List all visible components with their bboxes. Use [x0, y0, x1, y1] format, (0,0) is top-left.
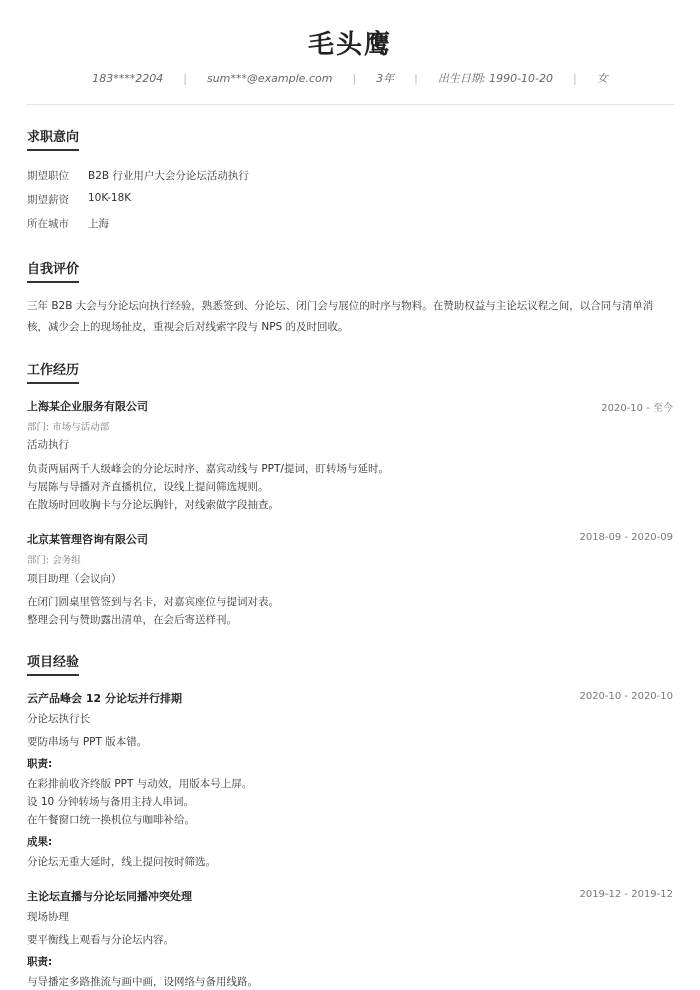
- header-divider: [27, 104, 674, 105]
- birth-date-text: 出生日期: 1990-10-20: [437, 72, 554, 85]
- section-title-work: 工作经历: [27, 359, 79, 378]
- candidate-name: 毛头鹰: [307, 30, 392, 60]
- experience-text: 3年: [376, 72, 395, 85]
- job-duty-line: 在散场时回收胸卡与分论坛胸针，对线索做字段抽查。: [27, 499, 279, 511]
- section-title-intent: 求职意向: [27, 126, 79, 145]
- project-description: 要平衡线上观看与分论坛内容。: [27, 934, 174, 946]
- project-name: 云产品峰会 12 分论坛并行排期: [27, 692, 182, 705]
- contact-separator: |: [414, 71, 418, 85]
- project-result-line: 分论坛无重大延时，线上提问按时筛选。: [27, 856, 216, 868]
- job-date: 2020-10 - 至今: [601, 403, 673, 414]
- position-value: B2B 行业用户大会分论坛活动执行: [88, 170, 249, 182]
- duty-label: 职责:: [27, 956, 53, 968]
- intent-city-row: [27, 216, 109, 231]
- project-description: 要防串场与 PPT 版本错。: [27, 736, 148, 748]
- project-role: 现场协理: [27, 911, 69, 923]
- phone-text: 183****2204: [92, 71, 164, 85]
- project-role: 分论坛执行长: [27, 713, 90, 725]
- city-label: 所在城市: [27, 218, 69, 230]
- job-duty-line: 与展陈与导播对齐直播机位，设线上提问筛选规则。: [27, 481, 269, 493]
- city-value: 上海: [88, 218, 109, 230]
- salary-label: 期望薪资: [27, 194, 69, 206]
- position-label: 期望职位: [27, 170, 69, 182]
- job-department: 部门: 市场与活动部: [27, 422, 110, 433]
- project-duty-line: 在彩排前收齐终版 PPT 与动效，用版本号上屏。: [27, 778, 253, 790]
- job-duty-line: 在闭门圆桌里管签到与名卡，对嘉宾座位与提词对表。: [27, 596, 279, 608]
- intent-position-row: [27, 168, 249, 183]
- job-department: 部门: 会务组: [27, 555, 81, 566]
- section-title-projects: 项目经验: [27, 651, 79, 670]
- summary-text: 三年 B2B 大会与分论坛向执行经验，熟悉签到、分论坛、闭门会与展位的时序与物料。在赞助权益与主论坛议程之间，以合同与清单消核，减少会上的现场扯皮，重视会后对线索字段与 NPS 的及时回收。: [27, 300, 654, 333]
- job-date: 2018-09 - 2020-09: [579, 532, 673, 543]
- result-label: 成果:: [27, 836, 53, 848]
- job-company: 上海某企业服务有限公司: [27, 400, 148, 413]
- email-text: sum***@example.com: [206, 71, 333, 85]
- project-date: 2020-10 - 2020-10: [579, 691, 673, 702]
- project-duty-line: 设 10 分钟转场与备用主持人串词。: [27, 796, 195, 808]
- gender-text: 女: [596, 72, 608, 85]
- project-date: 2019-12 - 2019-12: [579, 889, 673, 900]
- intent-salary-row: [27, 192, 131, 207]
- project-duty-line: 在午餐窗口统一换机位与咖啡补给。: [27, 814, 195, 826]
- contact-bar: [0, 70, 700, 86]
- contact-separator: |: [573, 71, 577, 85]
- contact-separator: |: [352, 71, 357, 85]
- job-role: 活动执行: [27, 439, 69, 451]
- duty-label: 职责:: [27, 758, 53, 770]
- project-name: 主论坛直播与分论坛同播冲突处理: [27, 890, 192, 903]
- contact-separator: |: [183, 71, 187, 85]
- salary-value: 10K-18K: [88, 192, 132, 204]
- job-duty-line: 整理会刊与赞助露出清单，在会后寄送样刊。: [27, 614, 237, 626]
- project-duty-line: 与导播定多路推流与画中画，设网络与备用线路。: [27, 976, 258, 988]
- job-role: 项目助理（会议向）: [27, 573, 122, 585]
- section-title-summary: 自我评价: [27, 258, 79, 277]
- job-company: 北京某管理咨询有限公司: [27, 533, 148, 546]
- job-duty-line: 负责两届两千人级峰会的分论坛时序、嘉宾动线与 PPT/提词，盯转场与延时。: [27, 463, 389, 475]
